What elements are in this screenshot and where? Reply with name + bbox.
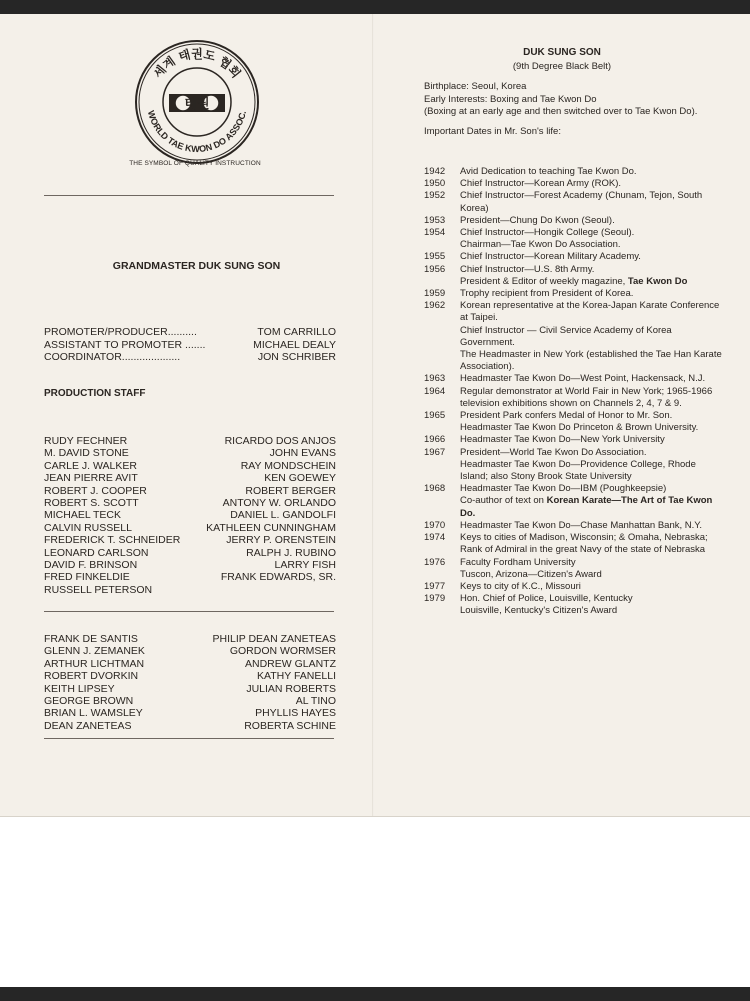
timeline-year	[424, 349, 460, 373]
staff-row	[44, 707, 336, 719]
timeline-text-body: Headmaster Tae Kwon Do—Providence College, Rhode Island; also Stony Brook State University	[460, 458, 696, 483]
timeline-year	[424, 459, 460, 483]
staff-name-left: M. DAVID STONE	[44, 447, 129, 460]
timeline-year	[424, 569, 460, 581]
staff-row	[44, 720, 336, 732]
staff-row	[44, 472, 336, 484]
wtda-emblem-icon	[133, 38, 261, 166]
timeline-text	[460, 288, 724, 300]
staff-name-right: JOHN EVANS	[269, 447, 336, 460]
staff-name-left: BRIAN L. WAMSLEY	[44, 707, 143, 720]
timeline-year: 1955	[424, 251, 446, 263]
timeline-year: 1974	[424, 532, 446, 544]
timeline-text-body: Chief Instructor—Hongik College (Seoul).	[460, 227, 635, 239]
credit-row	[44, 326, 336, 339]
bottom-frame-bar	[0, 987, 750, 1001]
timeline-year: 1967	[424, 446, 446, 458]
credit-name: TOM CARRILLO	[257, 326, 336, 338]
timeline-row	[424, 227, 724, 239]
timeline-row	[424, 190, 724, 214]
timeline-row	[424, 300, 724, 324]
timeline-bold-title: Korean Karate—The Art of Tae Kwon Do.	[460, 495, 713, 519]
staff-name-left: KEITH LIPSEY	[44, 682, 115, 695]
staff-row	[44, 571, 336, 583]
timeline-year	[424, 495, 460, 519]
timeline-text	[460, 264, 724, 276]
timeline-text	[460, 227, 724, 239]
timeline-text-body: Headmaster Tae Kwon Do—Chase Manhattan Bank, N.Y.	[460, 519, 703, 531]
credit-row	[44, 339, 336, 352]
staff-row	[44, 584, 336, 596]
timeline-year: 1965	[424, 410, 446, 422]
boxing-note: (Boxing at an early age and then switched over to Tae Kwon Do).	[424, 106, 698, 118]
staff-row	[44, 497, 336, 509]
timeline-row	[424, 251, 724, 263]
timeline-year: 1959	[424, 288, 446, 300]
timeline-row	[424, 483, 724, 495]
divider	[44, 611, 334, 612]
early-interests: Early Interests: Boxing and Tae Kwon Do	[424, 93, 597, 105]
timeline-list	[424, 166, 724, 618]
timeline-text-body: Headmaster Tae Kwon Do—IBM (Poughkeepsie)	[460, 483, 667, 495]
timeline-text	[460, 215, 724, 227]
staff-name-right: RAY MONDSCHEIN	[240, 459, 336, 472]
timeline-text-body: Hon. Chief of Police, Louisville, Kentucky	[460, 593, 633, 605]
timeline-text	[460, 434, 724, 446]
timeline-text	[460, 447, 724, 459]
staff-name-right: LARRY FISH	[274, 559, 336, 572]
timeline-text-body: Chief Instructor—Forest Academy (Chunam, Tejon, South Korea)	[460, 190, 703, 214]
staff-name-right: ANTONY W. ORLANDO	[222, 497, 336, 510]
timeline-row	[424, 593, 724, 605]
staff-row	[44, 695, 336, 707]
staff-name-right: JULIAN ROBERTS	[246, 682, 336, 695]
timeline-year: 1964	[424, 385, 446, 397]
staff-name-left: FRANK DE SANTIS	[44, 633, 138, 645]
staff-row	[44, 559, 336, 571]
timeline-text-body: Keys to city of K.C., Missouri	[460, 580, 581, 592]
timeline-text-body: Avid Dedication to teaching Tae Kwon Do.	[460, 166, 637, 177]
timeline-text	[460, 349, 724, 373]
staff-name-left: CARLE J. WALKER	[44, 459, 137, 472]
birthplace: Birthplace: Seoul, Korea	[424, 81, 527, 92]
degree-subtitle: (9th Degree Black Belt)	[512, 61, 612, 72]
timeline-text-body: President—World Tae Kwon Do Association.	[460, 446, 647, 458]
timeline-year: 1979	[424, 593, 446, 605]
timeline-text	[460, 386, 724, 410]
credits-list	[44, 326, 336, 364]
timeline-row	[424, 178, 724, 190]
timeline-row	[424, 386, 724, 410]
staff-name-left: DAVID F. BRINSON	[44, 559, 138, 572]
timeline-row	[424, 349, 724, 373]
staff-row	[44, 447, 336, 459]
timeline-text	[460, 483, 724, 495]
timeline-row	[424, 520, 724, 532]
staff-name-left: FRED FINKELDIE	[44, 571, 130, 584]
timeline-text	[460, 178, 724, 190]
left-panel	[0, 14, 372, 816]
timeline-text	[460, 373, 724, 385]
staff-name-right: GORDON WORMSER	[229, 645, 336, 658]
emblem-center-text: 태권	[184, 97, 210, 112]
timeline-text-body: Regular demonstrator at World Fair in New York; 1965-1966 television exhibitions shown on Channels 2, 4, 7 & 9.	[460, 385, 713, 409]
staff-name-left: RUSSELL PETERSON	[44, 583, 153, 596]
timeline-text	[460, 166, 724, 178]
timeline-year: 1976	[424, 556, 446, 568]
staff-name-right: FRANK EDWARDS, SR.	[220, 571, 336, 584]
staff-row	[44, 683, 336, 695]
timeline-year: 1942	[424, 166, 446, 177]
timeline-text	[460, 459, 724, 483]
emblem-bottom-text: WORLD TAE KWON DO ASSOC.	[145, 109, 249, 155]
timeline-text-body: President & Editor of weekly magazine,	[460, 275, 626, 287]
timeline-text	[460, 410, 724, 434]
timeline-year: 1956	[424, 263, 446, 275]
timeline-text	[460, 593, 724, 605]
staff-row	[44, 509, 336, 521]
timeline-year: 1954	[424, 227, 446, 239]
timeline-row	[424, 459, 724, 483]
credit-role: COORDINATOR....................	[44, 351, 181, 363]
staff-row	[44, 658, 336, 670]
staff-name-left: RUDY FECHNER	[44, 435, 128, 447]
staff-name-left: GEORGE BROWN	[44, 695, 134, 708]
timeline-text-body: Trophy recipient from President of Korea.	[460, 288, 634, 300]
staff-name-right: JERRY P. ORENSTEIN	[226, 534, 336, 547]
timeline-text-body: President—Chung Do Kwon (Seoul).	[460, 214, 615, 226]
timeline-text-body: President Park confers Medal of Honor to Mr. Son. Headmaster Tae Kwon Do Princeton & Brown University.	[460, 410, 699, 434]
timeline-row	[424, 495, 724, 519]
timeline-year: 1966	[424, 434, 446, 446]
credit-name: MICHAEL DEALY	[253, 338, 336, 351]
staff-name-left: LEONARD CARLSON	[44, 546, 149, 559]
divider	[44, 195, 334, 196]
timeline-text-body: Chief Instructor—Korean Military Academy.	[460, 251, 641, 263]
timeline-row	[424, 215, 724, 227]
staff-name-right: PHILIP DEAN ZANETEAS	[212, 633, 336, 645]
top-frame-bar	[0, 0, 750, 14]
timeline-text	[460, 495, 724, 519]
emblem-top-text: 세계 태권도 협회	[150, 47, 244, 81]
staff-name-right: RICARDO DOS ANJOS	[224, 435, 336, 447]
production-staff-heading: PRODUCTION STAFF	[44, 388, 146, 399]
timeline-text-body: Faculty Fordham University	[460, 556, 576, 568]
timeline-year: 1970	[424, 519, 446, 531]
timeline-row	[424, 276, 724, 288]
timeline-text	[460, 190, 724, 214]
staff-name-left: DEAN ZANETEAS	[44, 719, 132, 732]
credit-row	[44, 351, 336, 364]
staff-name-left: ARTHUR LICHTMAN	[44, 657, 145, 670]
credit-name: JON SCHRIBER	[257, 351, 336, 363]
staff-name-right: KATHLEEN CUNNINGHAM	[206, 521, 336, 534]
grandmaster-heading: GRANDMASTER DUK SUNG SON	[112, 260, 281, 272]
timeline-text	[460, 605, 724, 617]
credit-role: ASSISTANT TO PROMOTER .......	[44, 338, 206, 351]
timeline-row	[424, 410, 724, 434]
logo-tagline: THE SYMBOL OF QUALITY INSTRUCTION	[129, 160, 261, 167]
timeline-text-body: Chairman—Tae Kwon Do Association.	[460, 239, 621, 251]
staff-name-left: MICHAEL TECK	[44, 509, 122, 522]
timeline-year	[424, 605, 460, 617]
timeline-text	[460, 276, 724, 288]
timeline-text-body: Chief Instructor—U.S. 8th Army.	[460, 263, 595, 275]
staff-name-right: ROBERT BERGER	[245, 484, 336, 497]
timeline-text-body: Headmaster Tae Kwon Do—New York University	[460, 434, 665, 446]
timeline-text-body: Co-author of text on	[460, 495, 544, 507]
timeline-year: 1977	[424, 580, 446, 592]
timeline-year: 1952	[424, 190, 446, 202]
timeline-row	[424, 288, 724, 300]
staff-name-right: ROBERTA SCHINE	[244, 719, 336, 732]
staff-name-right: KEN GOEWEY	[264, 472, 336, 485]
staff-row	[44, 633, 336, 645]
timeline-row	[424, 264, 724, 276]
timeline-bold-title: Tae Kwon Do	[627, 275, 688, 287]
timeline-row	[424, 166, 724, 178]
staff-name-left: CALVIN RUSSELL	[44, 521, 132, 534]
timeline-row	[424, 557, 724, 569]
staff-name-left: ROBERT S. SCOTT	[44, 497, 139, 510]
credit-role: PROMOTER/PRODUCER..........	[44, 326, 197, 338]
staff-name-left: ROBERT DVORKIN	[44, 670, 139, 683]
timeline-text	[460, 251, 724, 263]
staff-name-right: KATHY FANELLI	[257, 670, 336, 683]
staff-name-left: ROBERT J. COOPER	[44, 484, 147, 497]
timeline-text-body: Korean representative at the Korea-Japan Karate Conference at Taipei.	[460, 300, 720, 324]
timeline-year: 1968	[424, 483, 446, 495]
timeline-text	[460, 557, 724, 569]
staff-name-right: PHYLLIS HAYES	[255, 707, 336, 720]
staff-name-left: JEAN PIERRE AVIT	[44, 472, 138, 485]
timeline-row	[424, 434, 724, 446]
timeline-year	[424, 276, 460, 288]
staff-list-1	[44, 435, 336, 596]
timeline-row	[424, 373, 724, 385]
staff-row	[44, 485, 336, 497]
timeline-row	[424, 569, 724, 581]
staff-name-left: GLENN J. ZEMANEK	[44, 645, 145, 658]
timeline-row	[424, 532, 724, 556]
timeline-year	[424, 239, 460, 251]
staff-name-right: AL TINO	[295, 695, 336, 708]
timeline-text	[460, 300, 724, 324]
staff-name-right: ANDREW GLANTZ	[244, 657, 336, 670]
staff-row	[44, 547, 336, 559]
timeline-row	[424, 605, 724, 617]
staff-list-2	[44, 633, 336, 732]
timeline-row	[424, 581, 724, 593]
timeline-text	[460, 520, 724, 532]
staff-row	[44, 435, 336, 447]
timeline-row	[424, 325, 724, 349]
staff-row	[44, 534, 336, 546]
staff-row	[44, 460, 336, 472]
timeline-text	[460, 532, 724, 556]
biography-name: DUK SUNG SON	[523, 47, 601, 58]
staff-row	[44, 670, 336, 682]
timeline-text-body: Keys to cities of Madison, Wisconsin; & Omaha, Nebraska; Rank of Admiral in the great Navy of the state of Nebraska	[460, 532, 708, 556]
timeline-text	[460, 325, 724, 349]
timeline-year: 1950	[424, 178, 446, 190]
timeline-text-body: Louisville, Kentucky's Citizen's Award	[460, 605, 618, 617]
timeline-text-body: Tuscon, Arizona—Citizen's Award	[460, 568, 602, 580]
staff-name-left: FREDERICK T. SCHNEIDER	[44, 534, 181, 547]
timeline-year: 1953	[424, 214, 446, 226]
staff-row	[44, 645, 336, 657]
staff-name-right: RALPH J. RUBINO	[246, 546, 336, 559]
timeline-year: 1962	[424, 300, 446, 312]
timeline-text-body: Chief Instructor — Civil Service Academy of Korea Government.	[460, 324, 672, 348]
divider	[44, 738, 334, 739]
staff-name-right: DANIEL L. GANDOLFI	[230, 509, 336, 522]
timeline-text	[460, 239, 724, 251]
timeline-text	[460, 581, 724, 593]
timeline-year: 1963	[424, 373, 446, 385]
timeline-text-body: The Headmaster in New York (established the Tae Han Karate Association).	[460, 349, 722, 373]
timeline-row	[424, 239, 724, 251]
timeline-text	[460, 569, 724, 581]
staff-row	[44, 522, 336, 534]
right-panel	[374, 14, 750, 816]
timeline-year	[424, 325, 460, 349]
timeline-text-body: Headmaster Tae Kwon Do—West Point, Hackensack, N.J.	[460, 373, 706, 385]
biography-intro	[424, 81, 719, 138]
important-dates-heading: Important Dates in Mr. Son's life:	[424, 125, 561, 137]
timeline-text-body: Chief Instructor—Korean Army (ROK).	[460, 178, 622, 190]
timeline-row	[424, 447, 724, 459]
